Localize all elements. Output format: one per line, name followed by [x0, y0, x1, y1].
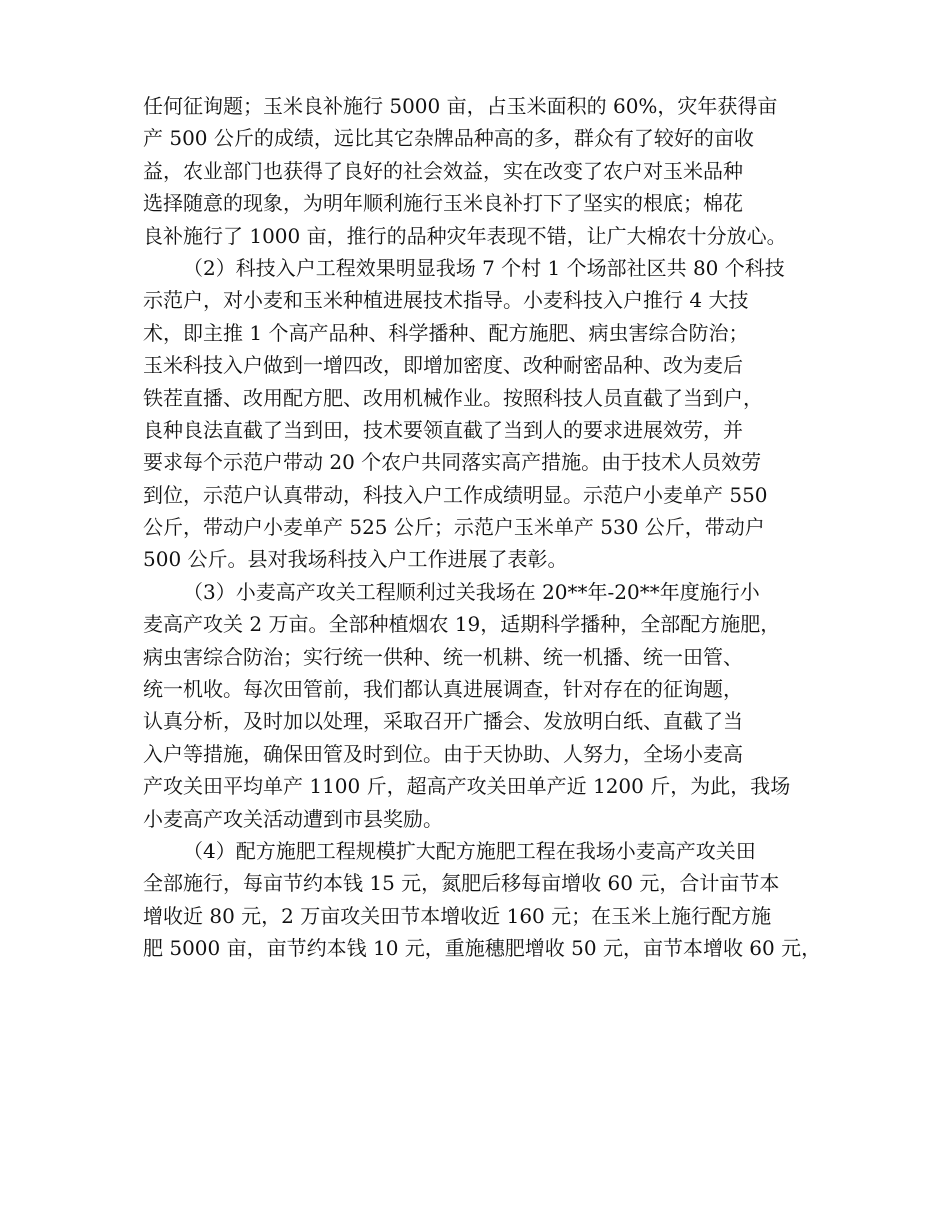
text-line: 认真分析，及时加以处理，采取召开广播会、发放明白纸、直截了当 [143, 709, 743, 734]
text-line: 示范户，对小麦和玉米种植进展技术指导。小麦科技入户推行 4 大技 [143, 288, 749, 313]
text-line: 麦高产攻关 2 万亩。全部种植烟农 19，适期科学播种，全部配方施肥， [143, 612, 781, 637]
text-line: 产 500 公斤的成绩，远比其它杂牌品种高的多，群众有了较好的亩收 [143, 126, 754, 151]
text-line: 公斤，带动户小麦单产 525 公斤；示范户玉米单产 530 公斤，带动户 [143, 515, 765, 540]
text-line: 到位，示范户认真带动，科技入户工作成绩明显。示范户小麦单产 550 [143, 482, 768, 507]
text-line: 铁茬直播、改用配方肥、改用机械作业。按照科技人员直截了当到户， [143, 385, 763, 410]
text-line: 术，即主推 1 个高产品种、科学播种、配方施肥、病虫害综合防治； [143, 320, 749, 345]
text-line: 要求每个示范户带动 20 个农户共同落实高产措施。由于技术人员效劳 [143, 450, 762, 475]
paragraph-4-first-line: （4）配方施肥工程规模扩大配方施肥工程在我场小麦高产攻关田 [183, 838, 756, 863]
text-line: 500 公斤。县对我场科技入户工作进展了表彰。 [143, 547, 568, 572]
text-line: 良补施行了 1000 亩，推行的品种灾年表现不错，让广大棉农十分放心。 [143, 223, 787, 248]
document-body [143, 90, 823, 965]
paragraph-2-first-line: （2）科技入户工程效果明显我场 7 个村 1 个场部社区共 80 个科技 [183, 255, 785, 280]
text-line: 统一机收。每次田管前，我们都认真进展调查，针对存在的征询题， [143, 677, 743, 702]
text-line: 肥 5000 亩，亩节约本钱 10 元，重施穗肥增收 50 元，亩节本增收 60 元， [143, 936, 822, 961]
text-line: 选择随意的现象，为明年顺利施行玉米良补打下了坚实的根底；棉花 [143, 191, 743, 216]
text-line: 小麦高产攻关活动遭到市县奖励。 [143, 806, 443, 831]
text-line: 病虫害综合防治；实行统一供种、统一机耕、统一机播、统一田管、 [143, 644, 743, 669]
text-line: 任何征询题；玉米良补施行 5000 亩，占玉米面积的 60%，灾年获得亩 [143, 94, 778, 118]
text-line: 入户等措施，确保田管及时到位。由于天协助、人努力，全场小麦高 [143, 741, 743, 766]
text-line: 全部施行，每亩节约本钱 15 元，氮肥后移每亩增收 60 元，合计亩节本 [143, 871, 780, 896]
text-line: 增收近 80 元，2 万亩攻关田节本增收近 160 元；在玉米上施行配方施 [143, 903, 772, 928]
text-line: 益，农业部门也获得了良好的社会效益，实在改变了农户对玉米品种 [143, 158, 743, 183]
text-line: 良种良法直截了当到田，技术要领直截了当到人的要求进展效劳，并 [143, 417, 743, 442]
paragraph-3-first-line: （3）小麦高产攻关工程顺利过关我场在 20**年-20**年度施行小 [183, 579, 760, 604]
text-line: 玉米科技入户做到一增四改，即增加密度、改种耐密品种、改为麦后 [143, 353, 743, 378]
text-line: 产攻关田平均单产 1100 斤，超高产攻关田单产近 1200 斤，为此，我场 [143, 774, 791, 799]
